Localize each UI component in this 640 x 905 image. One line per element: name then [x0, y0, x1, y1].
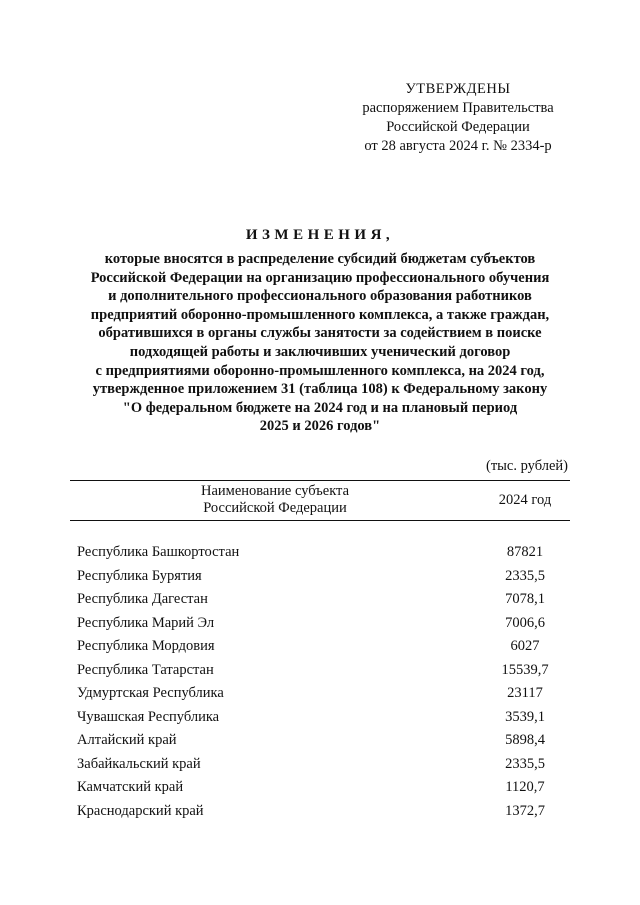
- table-row: [70, 706, 570, 730]
- document-title: [0, 224, 640, 436]
- title-line: с предприятиями оборонно-промышленного комплекса, на 2024 год,: [95, 362, 545, 379]
- title-line: Российской Федерации на организацию профессионального обучения: [90, 269, 550, 286]
- region-name: Алтайский край: [77, 732, 177, 749]
- column-header-year: 2024 год: [480, 481, 570, 521]
- table-row: [70, 729, 570, 753]
- table-row: [70, 800, 570, 824]
- approval-block: [330, 80, 586, 156]
- subsidy-value: 5898,4: [505, 732, 545, 749]
- subsidy-value: 23117: [507, 685, 543, 702]
- title-line: обратившихся в органы службы занятости за содействием в поиске: [98, 325, 542, 342]
- region-name: Камчатский край: [77, 779, 184, 796]
- title-line: утвержденное приложением 31 (таблица 108) к Федеральному закону: [92, 381, 548, 398]
- region-name: Чувашская Республика: [77, 708, 220, 725]
- subsidy-value: 7078,1: [505, 591, 545, 608]
- region-name: Республика Дагестан: [77, 591, 208, 608]
- column-header-region-line-1: Наименование субъекта: [200, 483, 350, 499]
- subsidy-value: 15539,7: [501, 661, 549, 678]
- region-name: Республика Башкортостан: [77, 544, 240, 561]
- subsidy-value: 1120,7: [505, 779, 545, 796]
- subsidy-value: 6027: [510, 638, 540, 655]
- region-name: Республика Марий Эл: [77, 614, 215, 631]
- table-row: [70, 565, 570, 589]
- approval-line-3: от 28 августа 2024 г. № 2334-р: [364, 138, 552, 154]
- region-name: Республика Татарстан: [77, 661, 214, 678]
- subsidy-table: [70, 480, 570, 823]
- region-name: Забайкальский край: [77, 755, 201, 772]
- region-name: Удмуртская Республика: [77, 685, 224, 702]
- units-label: (тыс. рублей): [486, 458, 568, 474]
- region-name: Краснодарский край: [77, 802, 204, 819]
- title-line: подходящей работы и заключивших ученический договор: [129, 343, 511, 360]
- column-header-region-line-2: Российской Федерации: [203, 500, 347, 516]
- subsidy-value: 2335,5: [505, 567, 545, 584]
- title-line: которые вносятся в распределение субсидий бюджетам субъектов: [104, 251, 536, 267]
- title-line: предприятий оборонно-промышленного комплекса, а также граждан,: [90, 306, 550, 323]
- title-description: [0, 250, 640, 436]
- column-header-region: [70, 481, 480, 521]
- title-heading: ИЗМЕНЕНИЯ,: [245, 227, 395, 243]
- region-name: Республика Бурятия: [77, 567, 202, 584]
- subsidy-value: 87821: [506, 544, 544, 561]
- title-line: "О федеральном бюджете на 2024 год и на плановый период: [122, 399, 518, 416]
- table-row: [70, 753, 570, 777]
- title-line: и дополнительного профессионального образования работников: [108, 288, 532, 305]
- table-row: [70, 682, 570, 706]
- title-line: 2025 и 2026 годов": [259, 418, 381, 435]
- subsidy-value: 2335,5: [505, 755, 545, 772]
- table-row: [70, 588, 570, 612]
- table-row: [70, 635, 570, 659]
- table-row: [70, 659, 570, 683]
- approval-line-1: распоряжением Правительства: [362, 100, 554, 116]
- region-name: Республика Мордовия: [77, 638, 215, 655]
- table-row: [70, 521, 570, 565]
- approval-line-2: Российской Федерации: [386, 119, 530, 135]
- approval-heading: УТВЕРЖДЕНЫ: [405, 81, 511, 97]
- table-header-row: [70, 481, 570, 521]
- subsidy-value: 7006,6: [505, 614, 545, 631]
- table-row: [70, 776, 570, 800]
- table-row: [70, 612, 570, 636]
- subsidy-value: 1372,7: [505, 802, 545, 819]
- subsidy-value: 3539,1: [505, 708, 545, 725]
